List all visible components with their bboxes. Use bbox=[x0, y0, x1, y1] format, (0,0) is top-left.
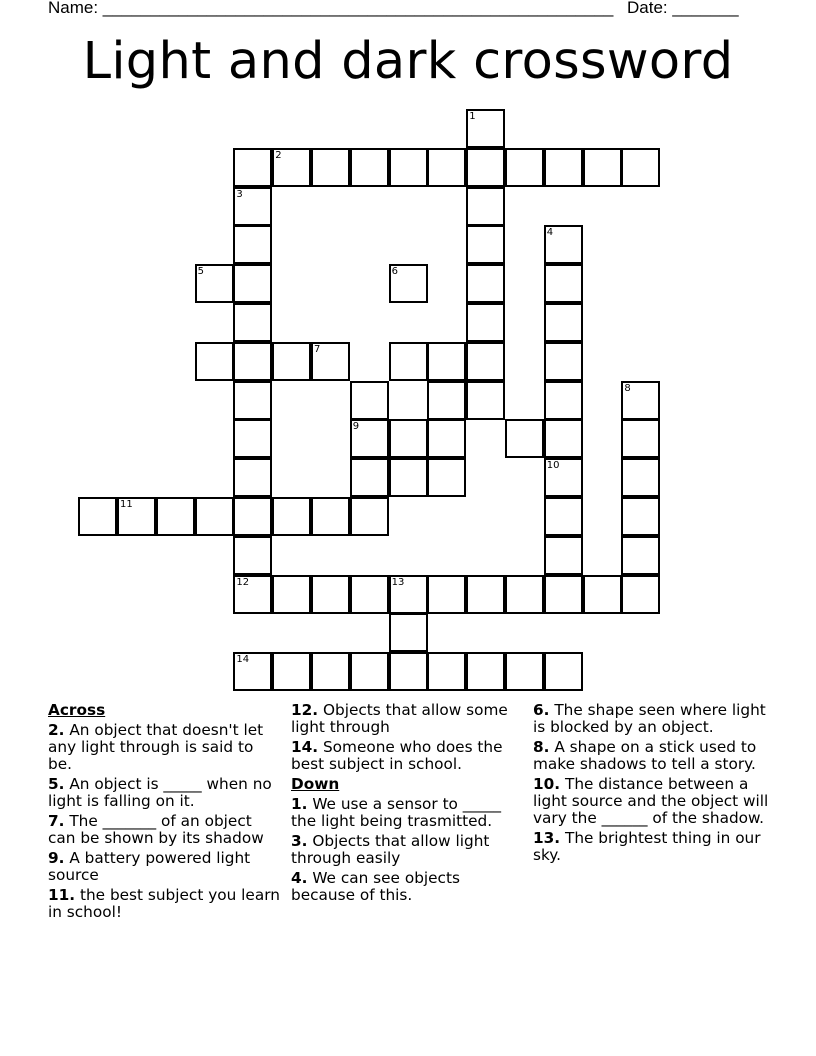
grid-cell[interactable] bbox=[505, 148, 544, 187]
grid-cell[interactable] bbox=[233, 187, 272, 226]
clue-number: 3 bbox=[236, 188, 243, 200]
clue-number: 1 bbox=[469, 111, 476, 122]
grid-cell[interactable] bbox=[233, 458, 272, 497]
grid-cell[interactable] bbox=[466, 303, 505, 342]
clue-number: 11 bbox=[120, 499, 133, 510]
clue-number: 13 bbox=[391, 576, 405, 588]
grid-cell[interactable] bbox=[427, 458, 466, 497]
grid-cell[interactable] bbox=[544, 303, 583, 342]
grid-cell[interactable] bbox=[389, 652, 428, 691]
grid-cell[interactable] bbox=[621, 148, 660, 187]
grid-cell[interactable] bbox=[233, 342, 272, 381]
grid-cell[interactable] bbox=[466, 575, 505, 614]
page-title: Light and dark crossword bbox=[82, 32, 734, 91]
clue-across-12: 12. Objects that allow some light through bbox=[291, 701, 508, 736]
clue-down-6: 6. The shape seen where light is blocked by an object. bbox=[533, 701, 766, 736]
grid-cell[interactable] bbox=[544, 536, 583, 575]
grid-cell[interactable] bbox=[195, 264, 234, 303]
clue-number: 2 bbox=[275, 149, 282, 161]
clue-number: 6 bbox=[391, 266, 398, 278]
clue-down-8: 8. A shape on a stick used to make shadows to tell a story. bbox=[533, 738, 757, 773]
grid-cell[interactable] bbox=[272, 575, 311, 614]
grid-cell[interactable] bbox=[466, 652, 505, 691]
grid-cell[interactable] bbox=[427, 342, 466, 381]
grid-cell[interactable] bbox=[195, 497, 234, 536]
grid-cell[interactable] bbox=[233, 303, 272, 342]
grid-cell[interactable] bbox=[389, 458, 428, 497]
grid-cell[interactable] bbox=[544, 419, 583, 458]
clue-across-11: 11. the best subject you learn in school! bbox=[48, 886, 280, 921]
grid-cell[interactable] bbox=[427, 419, 466, 458]
grid-cell[interactable] bbox=[621, 419, 660, 458]
grid-cell[interactable] bbox=[621, 458, 660, 497]
grid-cell[interactable] bbox=[389, 575, 428, 614]
clue-across-9: 9. A battery powered light source bbox=[48, 849, 251, 884]
grid-cell[interactable] bbox=[544, 225, 583, 264]
grid-cell[interactable] bbox=[544, 264, 583, 303]
clue-down-13: 13. The brightest thing in our sky. bbox=[533, 829, 761, 864]
date-line: Date: _______ bbox=[627, 0, 739, 17]
grid-cell[interactable] bbox=[233, 575, 272, 614]
grid-cell[interactable] bbox=[311, 497, 350, 536]
grid-cell[interactable] bbox=[621, 536, 660, 575]
grid-cell[interactable] bbox=[195, 342, 234, 381]
clue-number: 8 bbox=[624, 382, 631, 394]
grid-cell[interactable] bbox=[583, 575, 622, 614]
grid-cell[interactable] bbox=[233, 497, 272, 536]
grid-cell[interactable] bbox=[427, 381, 466, 420]
grid-cell[interactable] bbox=[544, 497, 583, 536]
grid-cell[interactable] bbox=[466, 148, 505, 187]
grid-cell[interactable] bbox=[389, 148, 428, 187]
grid-cell[interactable] bbox=[544, 652, 583, 691]
grid-cell[interactable] bbox=[272, 652, 311, 691]
grid-cell[interactable] bbox=[466, 342, 505, 381]
grid-cell[interactable] bbox=[621, 575, 660, 614]
grid-cell[interactable] bbox=[389, 342, 428, 381]
grid-cell[interactable] bbox=[621, 497, 660, 536]
grid-cell[interactable] bbox=[272, 497, 311, 536]
grid-cell[interactable] bbox=[233, 148, 272, 187]
down-heading: Down bbox=[291, 775, 340, 793]
grid-cell[interactable] bbox=[466, 109, 505, 148]
clue-across-2: 2. An object that doesn't let any light through is said to be. bbox=[48, 721, 264, 773]
grid-cell[interactable] bbox=[272, 148, 311, 187]
grid-cell[interactable] bbox=[233, 225, 272, 264]
grid-cell[interactable] bbox=[427, 148, 466, 187]
clue-number: 10 bbox=[546, 460, 560, 472]
grid-cell[interactable] bbox=[350, 497, 389, 536]
grid-cell[interactable] bbox=[544, 381, 583, 420]
grid-cell[interactable] bbox=[117, 497, 156, 536]
clue-down-4: 4. We can see objects because of this. bbox=[291, 869, 460, 904]
grid-cell[interactable] bbox=[389, 419, 428, 458]
grid-cell[interactable] bbox=[544, 575, 583, 614]
grid-cell[interactable] bbox=[505, 419, 544, 458]
grid-cell[interactable] bbox=[427, 652, 466, 691]
clues-column-1 bbox=[48, 702, 280, 924]
grid-cell[interactable] bbox=[311, 342, 350, 381]
grid-cell[interactable] bbox=[544, 148, 583, 187]
name-line: Name: ______________________________________________________ bbox=[48, 0, 614, 17]
clues-column-2 bbox=[291, 702, 521, 907]
grid-cell[interactable] bbox=[233, 652, 272, 691]
grid-cell[interactable] bbox=[311, 148, 350, 187]
grid-cell[interactable] bbox=[427, 575, 466, 614]
grid-cell[interactable] bbox=[156, 497, 195, 536]
grid-cell[interactable] bbox=[466, 225, 505, 264]
grid-cell[interactable] bbox=[505, 652, 544, 691]
grid-cell[interactable] bbox=[583, 148, 622, 187]
clue-number: 14 bbox=[236, 654, 250, 666]
grid-cell[interactable] bbox=[350, 652, 389, 691]
grid-cell[interactable] bbox=[272, 342, 311, 381]
across-heading: Across bbox=[48, 701, 106, 719]
clue-number: 9 bbox=[352, 421, 360, 433]
grid-cell[interactable] bbox=[621, 381, 660, 420]
grid-cell[interactable] bbox=[389, 264, 428, 303]
grid-cell[interactable] bbox=[350, 381, 389, 420]
clue-across-5: 5. An object is _____ when no light is falling on it. bbox=[48, 775, 272, 810]
grid-cell[interactable] bbox=[389, 613, 428, 652]
grid-cell[interactable] bbox=[233, 381, 272, 420]
grid-cell[interactable] bbox=[233, 536, 272, 575]
grid-cell[interactable] bbox=[78, 497, 117, 536]
grid-cell[interactable] bbox=[350, 575, 389, 614]
grid-cell[interactable] bbox=[311, 652, 350, 691]
clue-number: 7 bbox=[314, 343, 321, 355]
grid-cell[interactable] bbox=[544, 342, 583, 381]
clue-across-14: 14. Someone who does the best subject in school. bbox=[291, 738, 503, 773]
clue-down-10: 10. The distance between a light source and the object will vary the ______ of the shadow. bbox=[533, 775, 769, 827]
grid-cell[interactable] bbox=[466, 264, 505, 303]
clue-down-3: 3. Objects that allow light through easily bbox=[291, 832, 490, 867]
clue-down-1: 1. We use a sensor to _____ the light being trasmitted. bbox=[291, 795, 502, 830]
grid-cell[interactable] bbox=[233, 419, 272, 458]
grid-cell[interactable] bbox=[505, 575, 544, 614]
grid-cell[interactable] bbox=[350, 458, 389, 497]
clue-number: 4 bbox=[546, 227, 554, 239]
grid-cell[interactable] bbox=[350, 148, 389, 187]
grid-cell[interactable] bbox=[350, 419, 389, 458]
clue-number: 12 bbox=[236, 576, 250, 588]
grid-cell[interactable] bbox=[311, 575, 350, 614]
clue-across-7: 7. The _______ of an object can be shown by its shadow bbox=[48, 812, 264, 847]
grid-cell[interactable] bbox=[233, 264, 272, 303]
grid-cell[interactable] bbox=[466, 187, 505, 226]
clue-number: 5 bbox=[197, 266, 204, 278]
grid-cell[interactable] bbox=[544, 458, 583, 497]
clues-column-3 bbox=[533, 702, 773, 867]
grid-cell[interactable] bbox=[466, 381, 505, 420]
